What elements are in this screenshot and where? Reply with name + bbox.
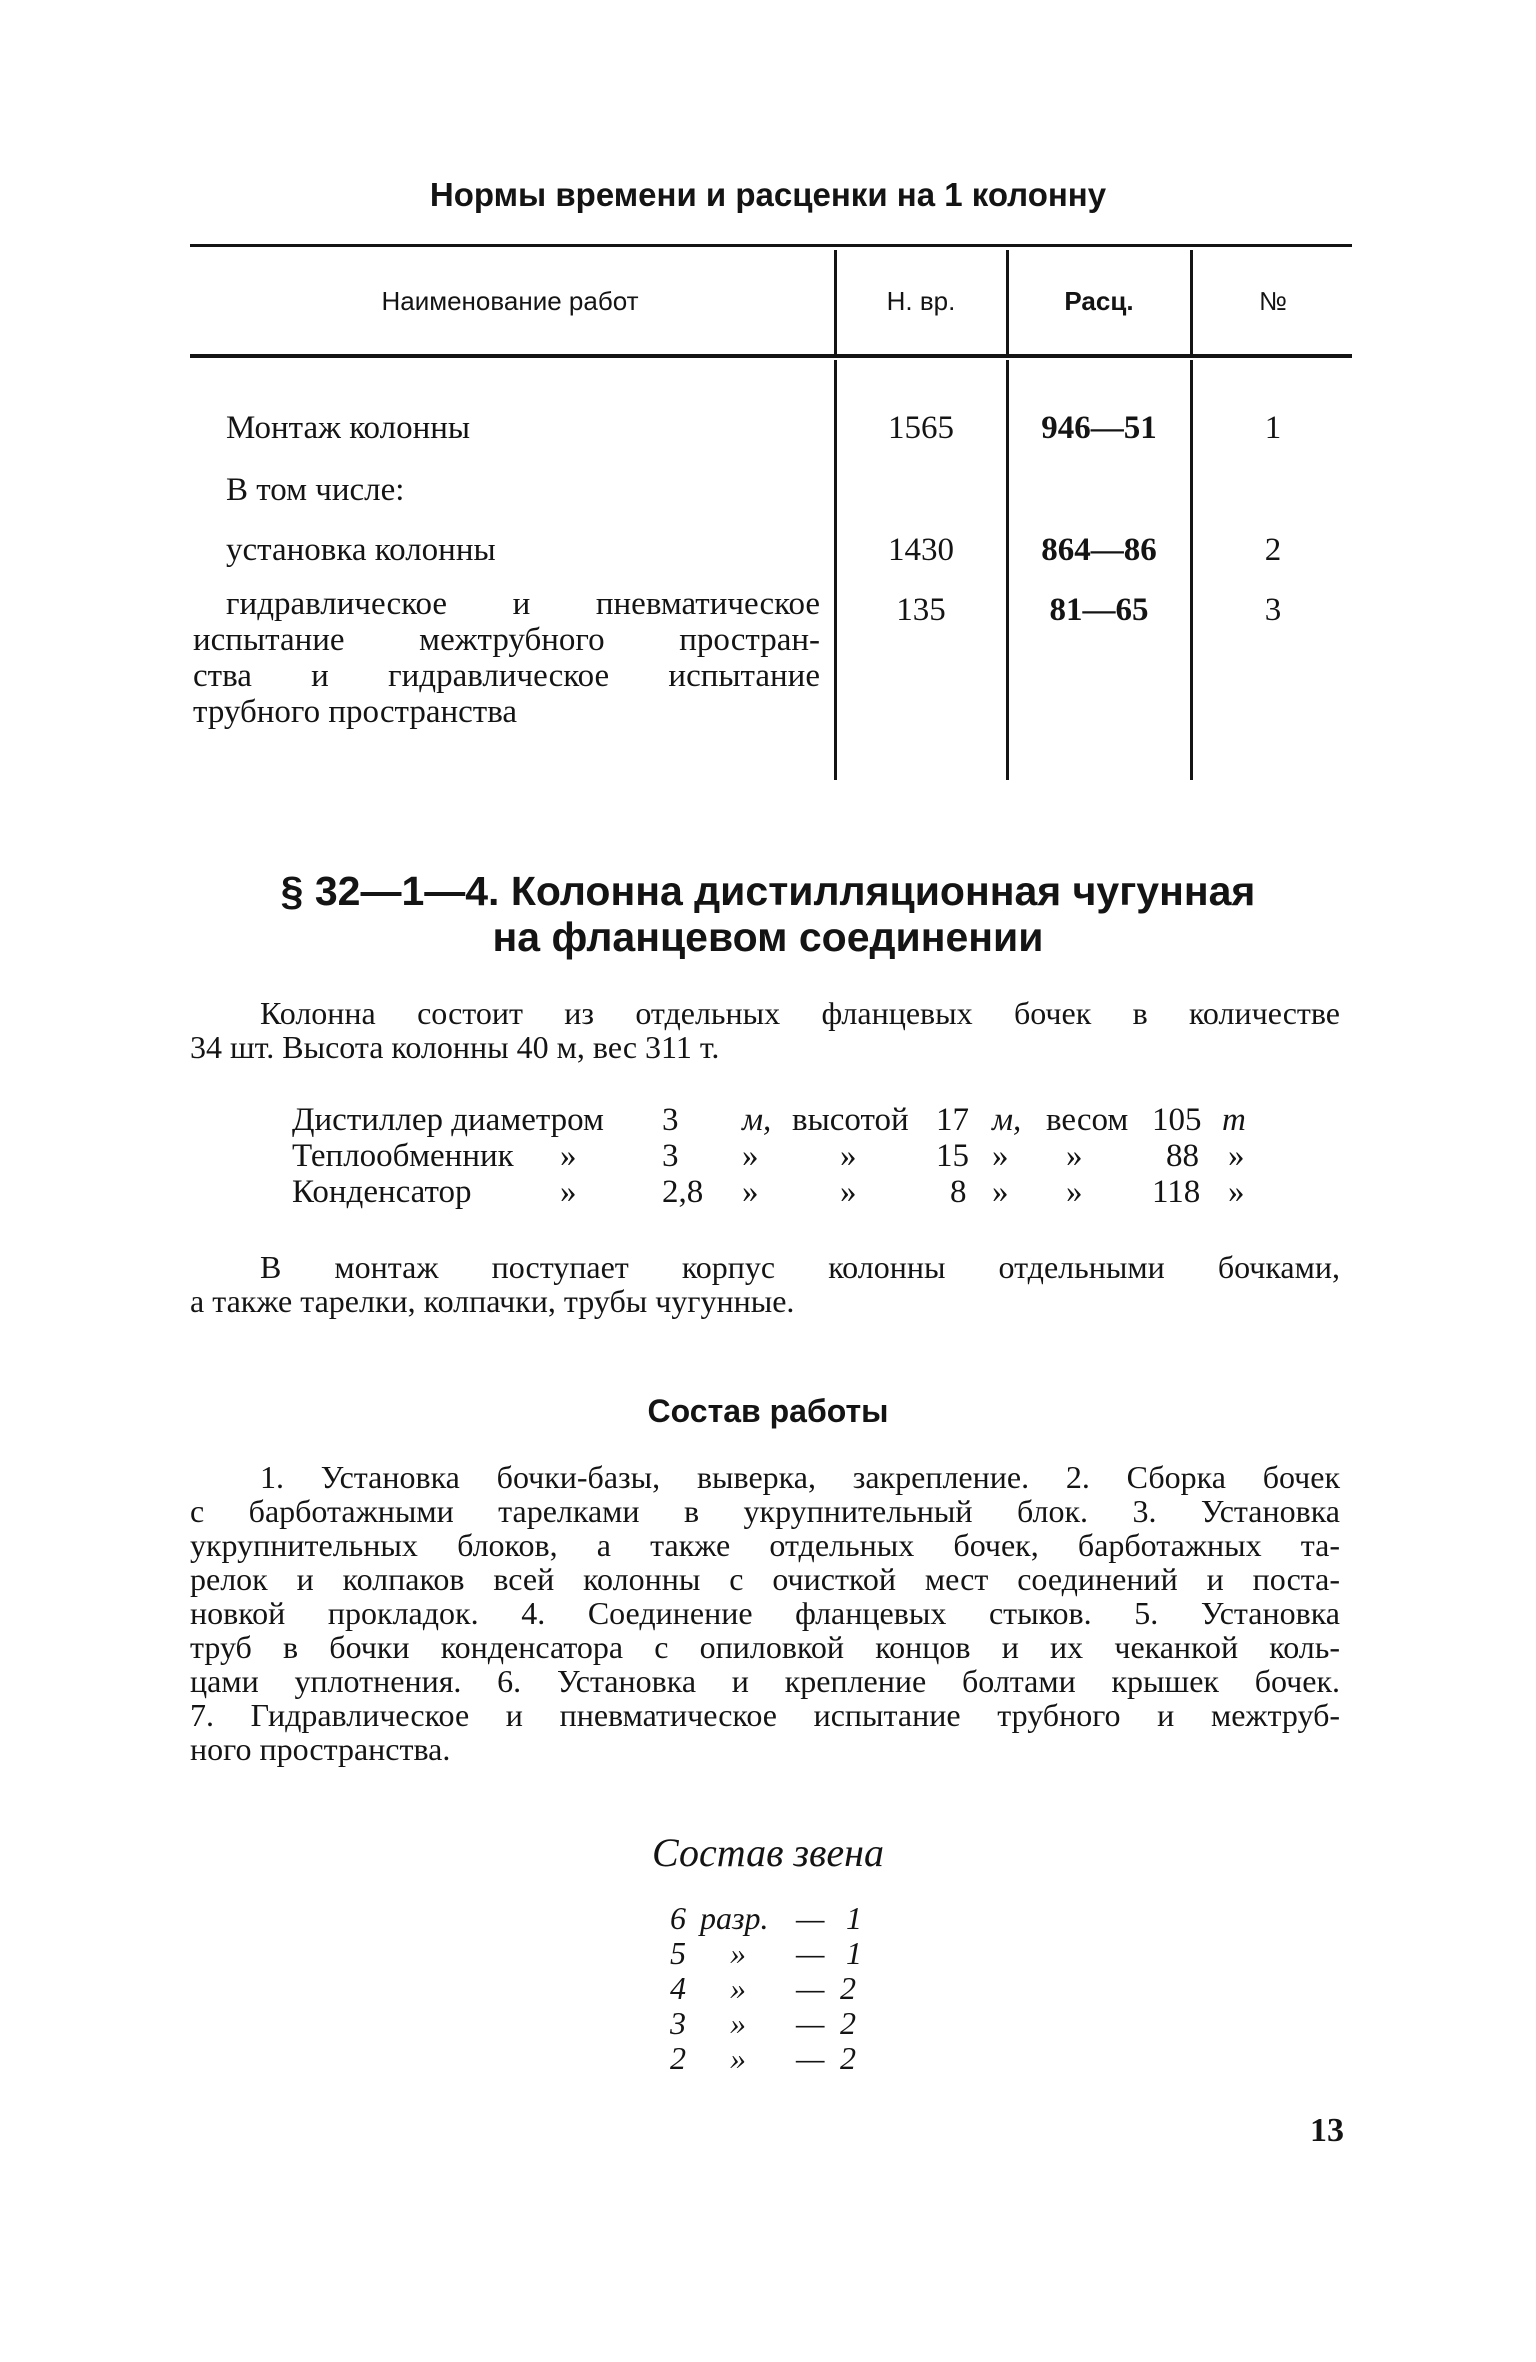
work-line4: релок и колпаков всей колонны с очисткой мест соединений и поста- bbox=[190, 1561, 1340, 1597]
crew-grade: 6 bbox=[670, 1900, 686, 1936]
row4-no: 3 bbox=[1264, 592, 1282, 628]
row3-rate: 864—86 bbox=[1041, 532, 1157, 568]
row4-name-line1: гидравлическое и пневматическое bbox=[226, 586, 820, 622]
crew-count: 1 bbox=[846, 1900, 862, 1936]
spec-name: Конденсатор bbox=[292, 1174, 472, 1210]
work-line6: труб в бочки конденсатора с опиловкой концов и их чеканкой коль- bbox=[190, 1629, 1340, 1665]
spec-w-label: весом bbox=[1046, 1102, 1129, 1138]
spec-d: 2,8 bbox=[662, 1174, 704, 1210]
intro-paragraph bbox=[190, 996, 1340, 1064]
crew-row bbox=[0, 1935, 1536, 1969]
header-no: № bbox=[1259, 286, 1287, 316]
crew-label: разр. bbox=[700, 1900, 769, 1936]
spec-row-distiller bbox=[0, 1102, 1536, 1138]
work-line9: ного пространства. bbox=[190, 1731, 451, 1767]
crew-label: » bbox=[730, 2005, 746, 2041]
row4-name-line3: ства и гидравлическое испытание bbox=[193, 658, 820, 694]
table-divider-1-body bbox=[834, 360, 837, 780]
crew-grade: 4 bbox=[670, 1970, 686, 2006]
crew-label: » bbox=[730, 2040, 746, 2076]
crew-row bbox=[0, 1970, 1536, 2004]
section-heading bbox=[0, 868, 1536, 960]
spec-w-unit: » bbox=[1228, 1174, 1245, 1210]
supply-line2: а также тарелки, колпачки, трубы чугунные. bbox=[190, 1283, 795, 1319]
crew-count: 2 bbox=[840, 1970, 856, 2006]
spec-w-unit: » bbox=[1228, 1138, 1245, 1174]
spec-row-condenser bbox=[0, 1174, 1536, 1210]
work-line8: 7. Гидравлическое и пневматическое испытание трубного и межтруб- bbox=[190, 1697, 1340, 1733]
row4-name-line2: испытание межтрубного простран- bbox=[193, 622, 820, 658]
spec-d-unit: » bbox=[742, 1174, 759, 1210]
work-line2: с барботажными тарелками в укрупнительный блок. 3. Установка bbox=[190, 1493, 1340, 1529]
spec-h-label: высотой bbox=[792, 1102, 909, 1138]
row4-name bbox=[193, 586, 820, 730]
spec-d: 3 bbox=[662, 1138, 679, 1174]
crew-row bbox=[0, 1900, 1536, 1934]
section-heading-line2: на фланцевом соединении bbox=[492, 914, 1044, 960]
crew-count: 2 bbox=[840, 2040, 856, 2076]
crew-dash: — bbox=[796, 1935, 825, 1971]
crew-row bbox=[0, 2040, 1536, 2074]
row3-norm: 1430 bbox=[888, 532, 954, 568]
work-heading: Состав работы bbox=[647, 1393, 889, 1429]
work-line1: 1. Установка бочки-базы, выверка, закрепление. 2. Сборка бочек bbox=[260, 1459, 1340, 1495]
table-header-rule bbox=[190, 354, 1352, 358]
spec-name-ditto: » bbox=[560, 1174, 577, 1210]
intro-line1: Колонна состоит из отдельных фланцевых бочек в количестве bbox=[260, 995, 1340, 1031]
crew-heading: Состав звена bbox=[651, 1830, 884, 1875]
table-divider-2 bbox=[1006, 250, 1009, 354]
supply-paragraph bbox=[190, 1250, 1340, 1318]
header-name: Наименование работ bbox=[381, 286, 639, 316]
crew-row bbox=[0, 2005, 1536, 2039]
work-line3: укрупнительных блоков, а также отдельных бочек, барботажных та- bbox=[190, 1527, 1340, 1563]
crew-count: 1 bbox=[846, 1935, 862, 1971]
crew-dash: — bbox=[796, 2040, 825, 2076]
spec-d-unit: » bbox=[742, 1138, 759, 1174]
spec-w: 105 bbox=[1152, 1102, 1202, 1138]
crew-label: » bbox=[730, 1935, 746, 1971]
crew-dash: — bbox=[796, 1970, 825, 2006]
spec-w-unit: т bbox=[1222, 1102, 1246, 1138]
spec-row-exchanger bbox=[0, 1138, 1536, 1174]
row4-norm: 135 bbox=[896, 592, 946, 628]
spec-name-ditto: » bbox=[560, 1138, 577, 1174]
table-title: Нормы времени и расценки на 1 колонну bbox=[429, 176, 1107, 213]
row3-name: установка колонны bbox=[226, 532, 496, 568]
table-divider-3 bbox=[1190, 250, 1193, 354]
table-top-rule bbox=[190, 244, 1352, 247]
row1-name: Монтаж колонны bbox=[226, 410, 471, 446]
spec-w: 118 bbox=[1152, 1174, 1201, 1210]
spec-h: 17 bbox=[936, 1102, 969, 1138]
spec-h-unit: м, bbox=[992, 1102, 1022, 1138]
work-line5: новкой прокладок. 4. Соединение фланцевых стыков. 5. Установка bbox=[190, 1595, 1340, 1631]
crew-dash: — bbox=[796, 1900, 825, 1936]
spec-h: 15 bbox=[936, 1138, 969, 1174]
row3-no: 2 bbox=[1264, 532, 1282, 568]
row1-rate: 946—51 bbox=[1041, 410, 1157, 446]
crew-count: 2 bbox=[840, 2005, 856, 2041]
crew-grade: 2 bbox=[670, 2040, 686, 2076]
spec-h-unit: » bbox=[992, 1174, 1009, 1210]
spec-w-label: » bbox=[1066, 1174, 1083, 1210]
spec-w-label: » bbox=[1066, 1138, 1083, 1174]
section-heading-line1: § 32—1—4. Колонна дистилляционная чугунная bbox=[280, 868, 1256, 914]
row4-name-line4: трубного пространства bbox=[193, 694, 517, 730]
spec-name: Теплообменник bbox=[292, 1138, 514, 1174]
header-rate: Расц. bbox=[1064, 286, 1134, 316]
spec-h-label: » bbox=[840, 1174, 857, 1210]
spec-d-unit: м, bbox=[742, 1102, 772, 1138]
spec-w: 88 bbox=[1166, 1138, 1199, 1174]
spec-h: 8 bbox=[950, 1174, 967, 1210]
crew-grade: 3 bbox=[670, 2005, 686, 2041]
spec-name: Дистиллер диаметром bbox=[292, 1102, 604, 1138]
row4-rate: 81—65 bbox=[1049, 592, 1149, 628]
work-paragraph bbox=[190, 1460, 1340, 1766]
intro-line2: 34 шт. Высота колонны 40 м, вес 311 т. bbox=[190, 1029, 720, 1065]
table-divider-3-body bbox=[1190, 360, 1193, 780]
crew-label: » bbox=[730, 1970, 746, 2006]
row2-name: В том числе: bbox=[226, 472, 405, 508]
header-norm: Н. вр. bbox=[886, 286, 956, 316]
table-divider-1 bbox=[834, 250, 837, 354]
crew-dash: — bbox=[796, 2005, 825, 2041]
page-number: 13 bbox=[1310, 2112, 1344, 2149]
spec-h-label: » bbox=[840, 1138, 857, 1174]
crew-grade: 5 bbox=[670, 1935, 686, 1971]
row1-norm: 1565 bbox=[888, 410, 954, 446]
spec-h-unit: » bbox=[992, 1138, 1009, 1174]
supply-line1: В монтаж поступает корпус колонны отдельными бочками, bbox=[260, 1249, 1340, 1285]
table-divider-2-body bbox=[1006, 360, 1009, 780]
row1-no: 1 bbox=[1264, 410, 1282, 446]
spec-d: 3 bbox=[662, 1102, 679, 1138]
work-line7: цами уплотнения. 6. Установка и крепление болтами крышек бочек. bbox=[190, 1663, 1340, 1699]
